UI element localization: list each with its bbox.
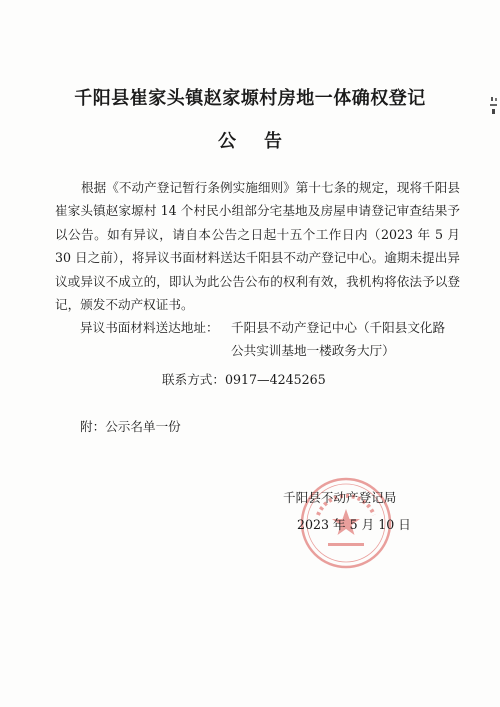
issuer-name: 千阳县不动产登记局 — [283, 490, 397, 505]
contact-info: 联系方式：0917—4245265 — [162, 372, 326, 387]
issue-date: 2023 年 5 月 10 日 — [297, 517, 411, 532]
address-label: 异议书面材料送达地址： — [80, 320, 219, 335]
address-line-2: 公共实训基地一楼政务大厅） — [231, 343, 395, 358]
attachment-note: 附：公示名单一份 — [80, 419, 181, 434]
document-subtitle: 公告 — [218, 131, 310, 152]
body-paragraph: 根据《不动产登记暂行条例实施细则》第十七条的规定，现将千阳县崔家头镇赵家塬村 14 个村民小组部分宅基地及房屋申请登记审查结果予以公告。如有异议，请自本公告之日起十五个工作日内（2023 年 5 月 30 日之前），将异议书面材料送达千阳县不动产登记中心。逾期未提出异议或异议不成立的，即认为此公告公布的权利有效，我机构将依法予以登记，颁发不动产权证书。 — [55, 180, 460, 313]
document-title: 千阳县崔家头镇赵家塬村房地一体确权登记 — [74, 88, 426, 109]
address-line-1: 千阳县不动产登记中心（千阳县文化路 — [231, 320, 446, 335]
